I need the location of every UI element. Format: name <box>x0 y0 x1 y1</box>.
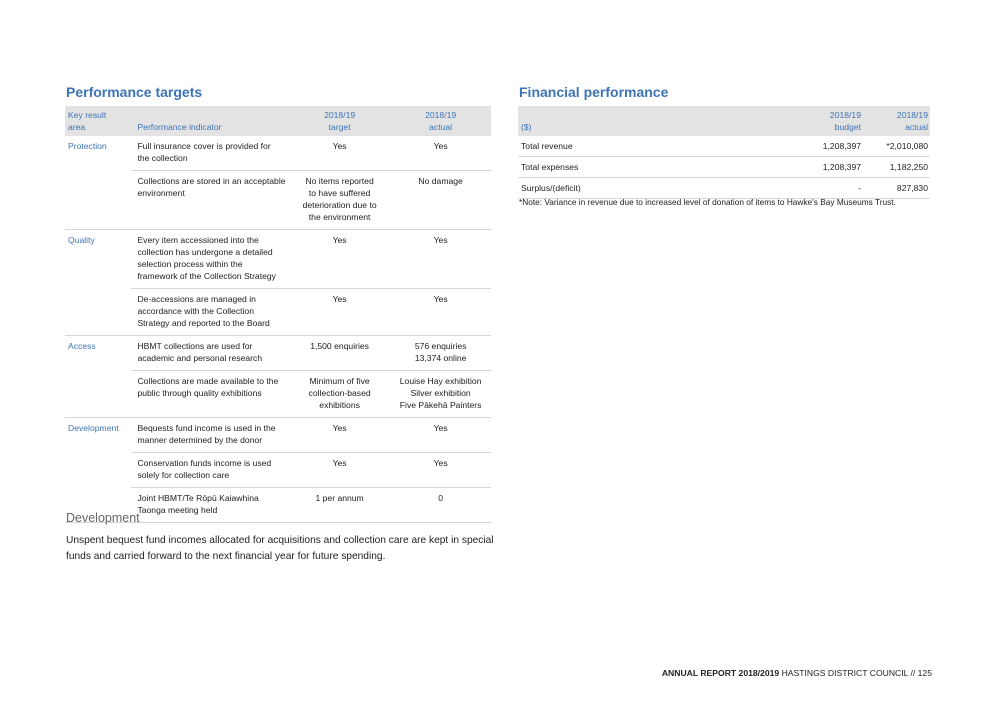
target-cell-line: exhibitions <box>319 400 360 410</box>
financial-note: *Note: Variance in revenue due to increased level of donation of items to Hawke's Bay Museums Trust. <box>519 197 896 207</box>
target-cell-line: Yes <box>332 141 347 151</box>
budget-value: 1,208,397 <box>796 157 863 178</box>
target-cell-line: 1 per annum <box>315 493 364 503</box>
table-row <box>65 336 491 371</box>
target-cell-line: 1,500 enquiries <box>310 341 369 351</box>
actual-cell-line: Yes <box>433 235 448 245</box>
indicator-cell-line: academic and personal research <box>137 353 263 363</box>
financial-header-row <box>518 106 930 136</box>
target-cell <box>289 230 390 289</box>
header-budget-line: budget <box>834 122 861 132</box>
actual-value: *2,010,080 <box>863 136 930 157</box>
target-cell-line: Minimum of five <box>309 376 370 386</box>
indicator-cell <box>131 230 289 289</box>
development-paragraph: Unspent bequest fund incomes allocated for acquisitions and collection care are kept in special funds and carried forward to the next financial year for future spending. <box>66 535 494 562</box>
table-row <box>65 136 491 171</box>
key-result-area-cell: Access <box>68 341 96 351</box>
page-footer <box>662 668 932 678</box>
indicator-cell-line: framework of the Collection Strategy <box>137 271 276 281</box>
target-cell-line: deterioration due to <box>302 200 377 210</box>
header-target <box>289 106 390 136</box>
actual-cell-line: Louise Hay exhibition <box>399 376 482 386</box>
target-cell-line: the environment <box>308 212 371 222</box>
actual-cell <box>390 418 491 453</box>
performance-targets-table <box>65 106 491 523</box>
target-cell-line: Yes <box>332 423 347 433</box>
table-row <box>518 178 930 199</box>
indicator-cell <box>131 289 289 336</box>
header-actual-line: 2018/19 <box>425 110 457 120</box>
actual-cell-line: Yes <box>433 423 448 433</box>
indicator-cell <box>131 418 289 453</box>
header-actual <box>390 106 491 136</box>
header-budget <box>796 106 863 136</box>
header-target-line: target <box>328 122 351 132</box>
footer-separator: // <box>910 668 916 678</box>
header-currency: ($) <box>518 106 796 136</box>
key-result-area-cell <box>65 453 131 488</box>
budget-value: - <box>796 178 863 199</box>
target-cell <box>289 171 390 230</box>
header-performance-indicator: Performance indicator <box>131 106 289 136</box>
budget-value: 1,208,397 <box>796 136 863 157</box>
header-key-result-area <box>65 106 131 136</box>
indicator-cell-line: Every item accessioned into the <box>137 235 259 245</box>
table-row <box>65 418 491 453</box>
target-cell-line: Yes <box>332 294 347 304</box>
indicator-cell-line: collection has undergone a detailed <box>137 247 273 257</box>
indicator-cell-line: Collections are made available to the <box>137 376 279 386</box>
target-cell <box>289 418 390 453</box>
actual-cell-line: Yes <box>433 294 448 304</box>
actual-cell-line: No damage <box>418 176 463 186</box>
key-result-area-cell: Development <box>68 423 119 433</box>
table-row <box>518 157 930 178</box>
indicator-cell <box>131 453 289 488</box>
indicator-cell-line: Bequests fund income is used in the <box>137 423 276 433</box>
indicator-cell <box>131 336 289 371</box>
financial-performance-title: Financial performance <box>519 84 669 100</box>
table-row <box>518 136 930 157</box>
target-cell <box>289 371 390 418</box>
actual-cell <box>390 336 491 371</box>
actual-cell-line: 13,374 online <box>414 353 467 363</box>
indicator-cell-line: De-accessions are managed in <box>137 294 256 304</box>
header-area-line: Key result <box>68 110 107 120</box>
target-cell-line: Yes <box>332 235 347 245</box>
actual-cell-line: Yes <box>433 141 448 151</box>
indicator-cell-line: Taonga meeting held <box>137 505 218 515</box>
performance-targets-title: Performance targets <box>66 84 203 100</box>
development-heading: Development <box>66 511 140 525</box>
header-target-line: 2018/19 <box>324 110 356 120</box>
target-cell <box>289 488 390 523</box>
target-cell-line: to have suffered <box>308 188 371 198</box>
target-cell <box>289 289 390 336</box>
indicator-cell-line: Collections are stored in an acceptable <box>137 176 286 186</box>
indicator-cell-line: the collection <box>137 153 188 163</box>
actual-cell-line: Yes <box>433 458 448 468</box>
actual-cell-line: 0 <box>438 493 444 503</box>
table-row <box>65 289 491 336</box>
line-item-label: Surplus/(deficit) <box>518 178 796 199</box>
table-row <box>65 371 491 418</box>
actual-cell <box>390 488 491 523</box>
indicator-cell-line: solely for collection care <box>137 470 230 480</box>
header-fin-actual-line: 2018/19 <box>896 110 928 120</box>
header-actual-line: actual <box>429 122 453 132</box>
target-cell <box>289 136 390 171</box>
indicator-cell-line: Full insurance cover is provided for <box>137 141 271 151</box>
header-fin-actual <box>863 106 930 136</box>
target-cell <box>289 453 390 488</box>
target-cell-line: collection-based <box>308 388 371 398</box>
key-result-area-cell <box>65 289 131 336</box>
indicator-cell <box>131 171 289 230</box>
actual-cell <box>390 136 491 171</box>
actual-cell <box>390 171 491 230</box>
actual-cell <box>390 289 491 336</box>
header-area-line: area <box>68 122 86 132</box>
line-item-label: Total revenue <box>518 136 796 157</box>
indicator-cell-line: Conservation funds income is used <box>137 458 272 468</box>
footer-council: HASTINGS DISTRICT COUNCIL <box>781 668 909 678</box>
actual-cell-line: Silver exhibition <box>410 388 471 398</box>
financial-performance-table <box>518 106 930 199</box>
indicator-cell <box>131 371 289 418</box>
key-result-area-cell: Protection <box>68 141 107 151</box>
indicator-cell-line: Strategy and reported to the Board <box>137 318 270 328</box>
indicator-cell <box>131 136 289 171</box>
indicator-cell-line: HBMT collections are used for <box>137 341 253 351</box>
indicator-cell-line: environment <box>137 188 185 198</box>
actual-cell <box>390 371 491 418</box>
table-row <box>65 230 491 289</box>
indicator-cell-line: manner determined by the donor <box>137 435 263 445</box>
indicator-cell-line: selection process within the <box>137 259 243 269</box>
target-cell-line: No items reported <box>305 176 374 186</box>
indicator-cell-line: accordance with the Collection <box>137 306 254 316</box>
line-item-label: Total expenses <box>518 157 796 178</box>
indicator-cell-line: public through quality exhibitions <box>137 388 262 398</box>
indicator-cell-line: Joint HBMT/Te Rōpū Kaiawhina <box>137 493 259 503</box>
table-row <box>65 171 491 230</box>
key-result-area-cell: Quality <box>68 235 95 245</box>
actual-cell <box>390 230 491 289</box>
performance-header-row <box>65 106 491 136</box>
header-fin-actual-line: actual <box>905 122 928 132</box>
table-row <box>65 453 491 488</box>
target-cell-line: Yes <box>332 458 347 468</box>
actual-cell-line: 576 enquiries <box>414 341 467 351</box>
indicator-cell <box>131 488 289 523</box>
actual-cell <box>390 453 491 488</box>
actual-cell-line: Five Pākehā Painters <box>399 400 482 410</box>
key-result-area-cell <box>65 171 131 230</box>
key-result-area-cell <box>65 371 131 418</box>
actual-value: 1,182,250 <box>863 157 930 178</box>
target-cell <box>289 336 390 371</box>
header-budget-line: 2018/19 <box>829 110 861 120</box>
page-number: 125 <box>917 668 932 678</box>
actual-value: 827,830 <box>863 178 930 199</box>
footer-report-title: ANNUAL REPORT 2018/2019 <box>661 668 780 678</box>
